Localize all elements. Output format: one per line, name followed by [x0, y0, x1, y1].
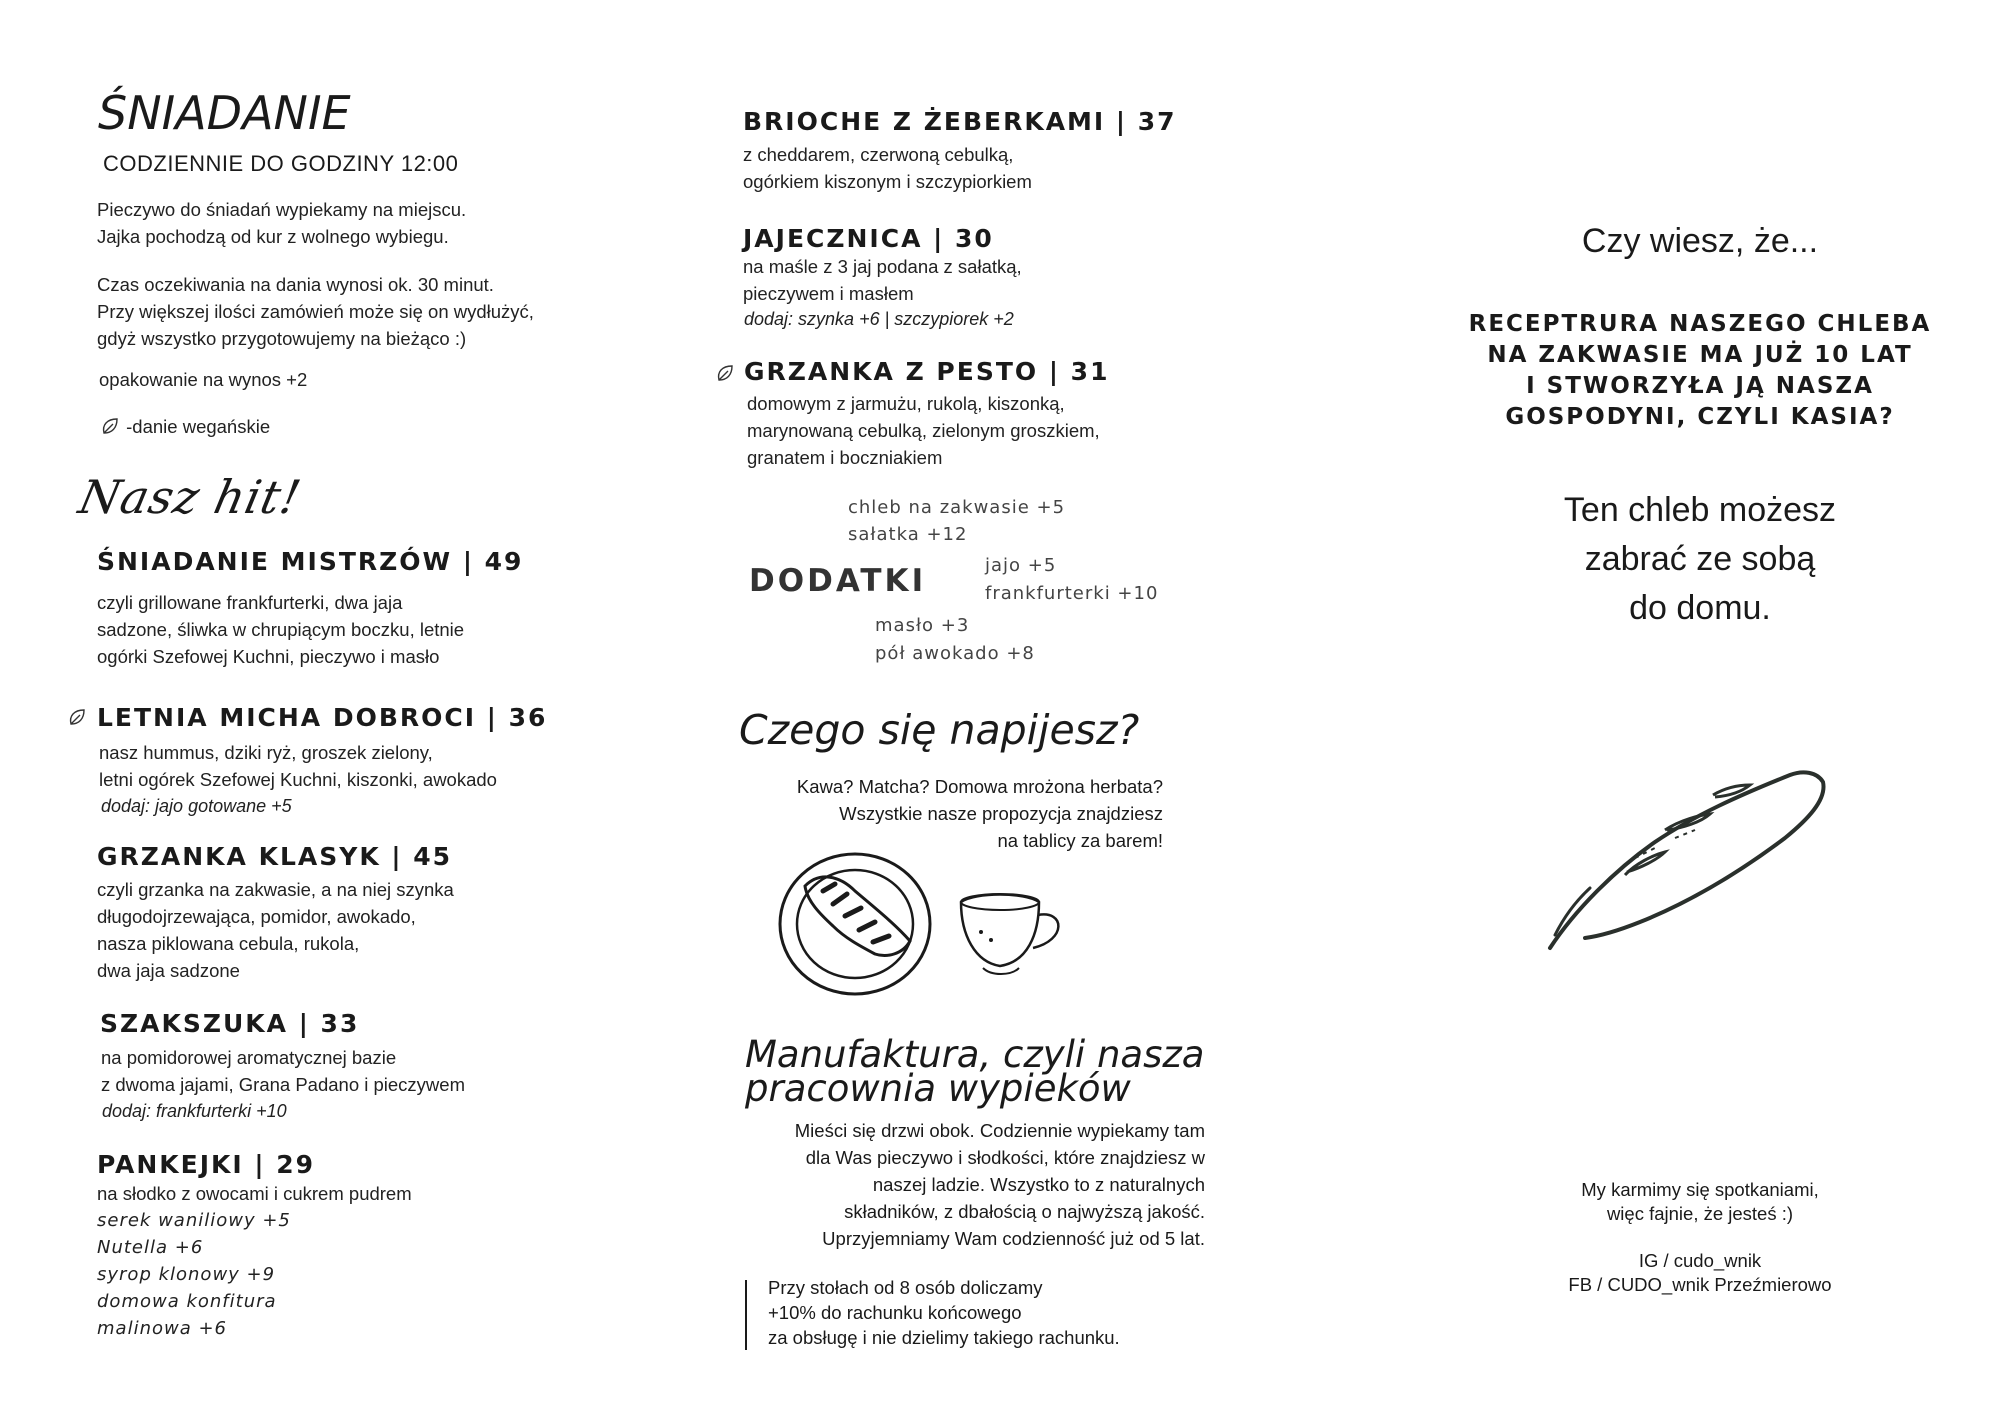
extra-item: chleb na zakwasie +5 — [848, 497, 1066, 518]
dish-scrambled-eggs: JAJECZNICA | 30 — [743, 224, 994, 253]
coffee-cup-icon — [955, 890, 1075, 980]
dish-shakshuka-addon: dodaj: frankfurterki +10 — [102, 1101, 287, 1121]
dish-pesto-toast: GRZANKA Z PESTO | 31 — [744, 357, 1110, 386]
closing-message: My karmimy się spotkaniami, więc fajnie, że jesteś :) — [1581, 1179, 1819, 1224]
bakery-title: Manufaktura, czyli nasza pracownia wypieków — [745, 1033, 1205, 1110]
drinks-desc: Kawa? Matcha? Domowa mrożona herbata? Wszystkie nasze propozycja znajdziesz na tablicy za barem! — [796, 776, 1163, 851]
leaf-icon — [68, 707, 88, 727]
takeaway-note: opakowanie na wynos +2 — [99, 369, 308, 390]
did-you-know-heading: Czy wiesz, że... — [1581, 222, 1819, 260]
dish-pancakes-desc: na słodko z owocami i cukrem pudrem — [97, 1183, 412, 1204]
dish-scrambled-eggs-desc: na maśle z 3 jaj podana z sałatką, pieczywem i masłem — [743, 256, 1022, 304]
breakfast-intro-2: Czas oczekiwania na dania wynosi ok. 30 minut. Przy większej ilości zamówień może się on wydłużyć, gdyż wszystko przygotowujemy na bieżąco :) — [97, 274, 534, 349]
dish-summer-bowl-addon: dodaj: jajo gotowane +5 — [101, 796, 292, 816]
dish-pesto-toast-desc: domowym z jarmużu, rukolą, kiszonką, marynowaną cebulką, zielonym groszkiem, granatem i boczniakiem — [747, 393, 1100, 468]
extra-item: masło +3 — [875, 615, 970, 636]
breakfast-subtitle: CODZIENNIE DO GODZINY 12:00 — [103, 151, 459, 176]
notice-divider — [745, 1280, 747, 1350]
group-service-notice: Przy stołach od 8 osób doliczamy +10% do rachunku końcowego za obsługę i nie dzielimy takiego rachunku. — [768, 1277, 1120, 1348]
dish-shakshuka-desc: na pomidorowej aromatycznej bazie z dwoma jajami, Grana Padano i pieczywem — [101, 1047, 465, 1095]
dish-brioche-ribs: BRIOCHE Z ŻEBERKAMI | 37 — [743, 107, 1177, 136]
facebook-handle[interactable]: FB / CUDO_wnik Przeźmierowo — [1568, 1274, 1832, 1295]
dish-champions-breakfast: ŚNIADANIE MISTRZÓW | 49 — [97, 547, 524, 576]
dish-brioche-ribs-desc: z cheddarem, czerwoną cebulką, ogórkiem kiszonym i szczypiorkiem — [743, 144, 1032, 192]
dish-pancakes: PANKEJKI | 29 — [97, 1150, 316, 1179]
baguette-icon — [1545, 760, 1845, 960]
dish-classic-toast: GRZANKA KLASYK | 45 — [97, 842, 453, 871]
extra-item: pół awokado +8 — [875, 643, 1035, 664]
our-hit-label: Nasz hit! — [74, 470, 307, 524]
dish-summer-bowl-desc: nasz hummus, dziki ryż, groszek zielony, letni ogórek Szefowej Kuchni, kiszonki, awokado — [99, 742, 497, 790]
bread-to-go: Ten chleb możesz zabrać ze sobą do domu. — [1563, 491, 1837, 627]
extra-item: frankfurterki +10 — [985, 583, 1159, 604]
dish-champions-desc: czyli grillowane frankfurterki, dwa jaja sadzone, śliwka w chrupiącym boczku, letnie ogórki Szefowej Kuchni, pieczywo i masło — [97, 592, 465, 667]
dish-summer-bowl: LETNIA MICHA DOBROCI | 36 — [97, 703, 548, 732]
dish-pancakes-addons: serek waniliowy +5 Nutella +6 syrop klonowy +9 domowa konfitura malinowa +6 — [97, 1210, 291, 1339]
breakfast-intro-1: Pieczywo do śniadań wypiekamy na miejscu. Jajka pochodzą od kur z wolnego wybiegu. — [97, 199, 467, 247]
leaf-icon — [101, 416, 121, 436]
bakery-desc: Mieści się drzwi obok. Codziennie wypiekamy tam dla Was pieczywo i słodkości, które znajdziesz w naszej ladzie. Wszystko to z naturalnych składników, z dbałością o najwyższą jakość. Uprzyjemniamy Wam codzienność już od 5 lat. — [794, 1120, 1205, 1249]
leaf-icon — [716, 363, 736, 383]
bread-fact: RECEPTRURA NASZEGO CHLEBA NA ZAKWASIE MA JUŻ 10 LAT I STWORZYŁA JĄ NASZA GOSPODYNI, CZYLI KASIA? — [1468, 311, 1932, 430]
dish-classic-toast-desc: czyli grzanka na zakwasie, a na niej szynka długodojrzewająca, pomidor, awokado, nasza piklowana cebula, rukola, dwa jaja sadzone — [97, 879, 454, 981]
extra-item: sałatka +12 — [848, 524, 968, 545]
extras-title: DODATKI — [749, 563, 927, 599]
vegan-legend: -danie wegańskie — [101, 413, 270, 440]
dish-shakshuka: SZAKSZUKA | 33 — [100, 1009, 360, 1038]
instagram-handle[interactable]: IG / cudo_wnik — [1638, 1250, 1762, 1271]
breakfast-title: ŚNIADANIE — [98, 86, 351, 140]
dish-scrambled-eggs-addon: dodaj: szynka +6 | szczypiorek +2 — [744, 309, 1014, 329]
croissant-plate-icon — [775, 846, 935, 996]
drinks-title: Czego się napijesz? — [739, 706, 1140, 754]
extra-item: jajo +5 — [985, 555, 1057, 576]
